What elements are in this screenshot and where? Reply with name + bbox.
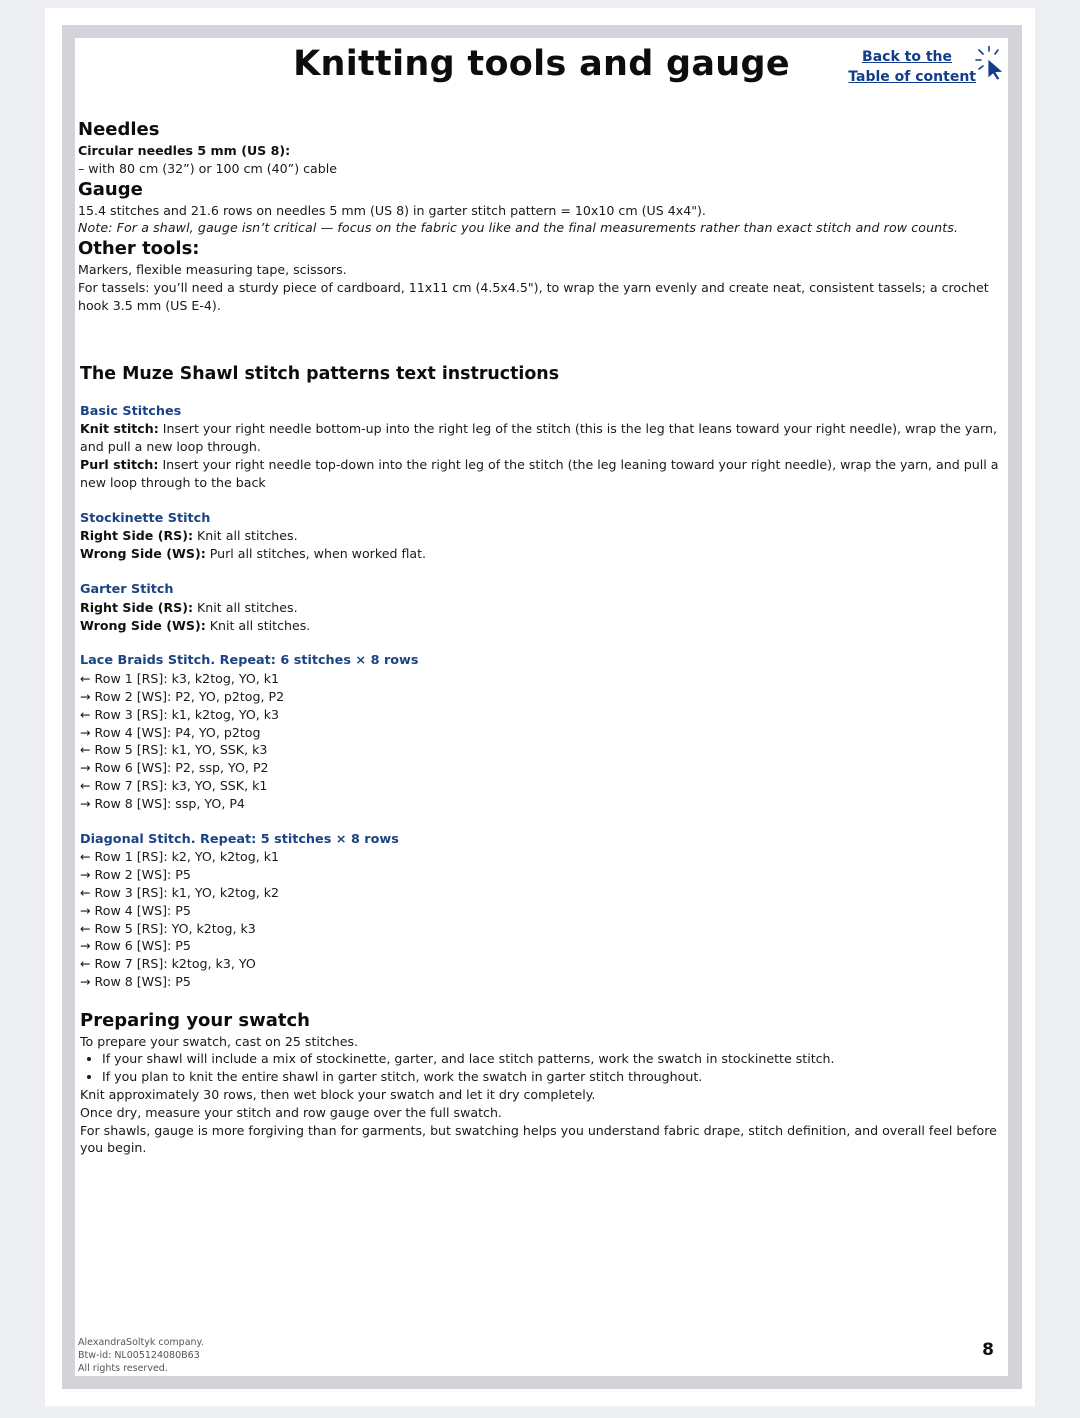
diagonal-row: ← Row 7 [RS]: k2tog, k3, YO: [80, 956, 256, 972]
lace-braids-heading: Lace Braids Stitch. Repeat: 6 stitches × 8 rows: [80, 653, 419, 669]
swatch-intro: To prepare your swatch, cast on 25 stitches.: [80, 1033, 359, 1049]
garter-rs-label: Right Side (RS):: [80, 599, 194, 615]
other-tools-line2: For tassels: you’ll need a sturdy piece of cardboard, 11x11 cm (4.5x4.5"), to wrap the yarn evenly and create neat, consistent tassels; a crochet hook 3.5 mm (US E-4).: [78, 279, 989, 313]
footer-company-info: [78, 1336, 204, 1375]
knit-stitch-label: Knit stitch:: [80, 421, 159, 437]
swatch-bullet: • If your shawl will include a mix of stockinette, garter, and lace stitch patterns, work the swatch in stockinette stitch.: [102, 1050, 1000, 1068]
lace-row: ← Row 1 [RS]: k3, k2tog, YO, k1: [80, 671, 280, 687]
page-content: [78, 118, 1000, 1157]
swatch-line2: Once dry, measure your stitch and row gauge over the full swatch.: [80, 1104, 502, 1120]
diagonal-row: ← Row 5 [RS]: YO, k2tog, k3: [80, 920, 256, 936]
knit-stitch-text: Insert your right needle bottom-up into the right leg of the stitch (this is the leg that leans toward your right needle), wrap the yarn, and pull a new loop through.: [80, 421, 998, 455]
garter-heading: Garter Stitch: [80, 581, 174, 597]
other-tools-line1: Markers, flexible measuring tape, scissors.: [78, 262, 347, 278]
other-tools-heading: Other tools:: [78, 238, 200, 260]
gauge-heading: Gauge: [78, 178, 143, 200]
lace-row: → Row 6 [WS]: P2, ssp, YO, P2: [80, 760, 269, 776]
swatch-heading: Preparing your swatch: [80, 1009, 310, 1031]
swatch-line3: For shawls, gauge is more forgiving than for garments, but swatching helps you understand fabric drape, stitch definition, and overall feel before you begin.: [80, 1122, 997, 1156]
footer-line1: AlexandraSoltyk company.: [78, 1337, 204, 1348]
lace-row: → Row 2 [WS]: P2, YO, p2tog, P2: [80, 688, 285, 704]
stockinette-ws-label: Wrong Side (WS):: [80, 546, 206, 562]
footer-line2: Btw-id: NL005124080B63: [78, 1350, 200, 1361]
stockinette-rs-label: Right Side (RS):: [80, 528, 194, 544]
lace-row: ← Row 3 [RS]: k1, k2tog, YO, k3: [80, 706, 280, 722]
back-link-line2: Table of content: [848, 69, 976, 85]
page-title: Knitting tools and gauge: [293, 44, 790, 84]
diagonal-row: → Row 4 [WS]: P5: [80, 902, 191, 918]
purl-stitch-text: Insert your right needle top-down into the right leg of the stitch (the leg leaning toward your right needle), wrap the yarn, and pull a new loop through to the back: [80, 456, 999, 490]
garter-rs: [80, 599, 1000, 617]
garter-ws-text: Knit all stitches.: [205, 617, 311, 633]
back-link-line1: Back to the: [862, 49, 952, 65]
stockinette-rs-text: Knit all stitches.: [193, 528, 298, 544]
garter-ws-label: Wrong Side (WS):: [80, 617, 206, 633]
gauge-text: 15.4 stitches and 21.6 rows on needles 5 mm (US 8) in garter stitch pattern = 10x10 cm (US 4x4").: [78, 202, 706, 218]
instructions-heading: The Muze Shawl stitch patterns text instructions: [80, 363, 560, 384]
lace-row: → Row 4 [WS]: P4, YO, p2tog: [80, 724, 261, 740]
page-number: 8: [982, 1340, 994, 1360]
footer-line3: All rights reserved.: [78, 1363, 168, 1374]
diagonal-row: → Row 2 [WS]: P5: [80, 867, 191, 883]
stockinette-ws-text: Purl all stitches, when worked flat.: [205, 546, 427, 562]
purl-stitch-label: Purl stitch:: [80, 456, 159, 472]
needles-heading: Needles: [78, 119, 160, 140]
stockinette-heading: Stockinette Stitch: [80, 510, 211, 526]
needles-subheading: Circular needles 5 mm (US 8):: [78, 143, 291, 158]
cursor-click-icon[interactable]: [975, 46, 1005, 80]
page: [75, 38, 1008, 1376]
stockinette-rs: [80, 527, 1000, 545]
swatch-bullet: • If you plan to knit the entire shawl in garter stitch, work the swatch in garter stitch throughout.: [102, 1068, 1000, 1086]
diagonal-heading: Diagonal Stitch. Repeat: 5 stitches × 8 rows: [80, 831, 399, 847]
needles-text: – with 80 cm (32”) or 100 cm (40”) cable: [78, 160, 338, 176]
swatch-line1: Knit approximately 30 rows, then wet block your swatch and let it dry completely.: [80, 1087, 596, 1103]
purl-stitch-instruction: [80, 456, 1000, 492]
gauge-note: Note: For a shawl, gauge isn’t critical — focus on the fabric you like and the final measurements rather than exact stitch and row counts.: [78, 220, 959, 236]
diagonal-row: → Row 6 [WS]: P5: [80, 938, 191, 954]
lace-row: ← Row 5 [RS]: k1, YO, SSK, k3: [80, 742, 268, 758]
stockinette-ws: [80, 545, 1000, 563]
back-to-toc-link[interactable]: [848, 47, 982, 87]
garter-rs-text: Knit all stitches.: [193, 599, 298, 615]
diagonal-row: ← Row 1 [RS]: k2, YO, k2tog, k1: [80, 849, 280, 865]
lace-row: → Row 8 [WS]: ssp, YO, P4: [80, 795, 245, 811]
garter-ws: [80, 617, 1000, 635]
lace-row: ← Row 7 [RS]: k3, YO, SSK, k1: [80, 777, 268, 793]
diagonal-row: → Row 8 [WS]: P5: [80, 973, 191, 989]
swatch-bullets: [80, 1050, 1000, 1086]
knit-stitch-instruction: [80, 420, 1000, 456]
diagonal-row: ← Row 3 [RS]: k1, YO, k2tog, k2: [80, 884, 280, 900]
basic-stitches-heading: Basic Stitches: [80, 403, 182, 419]
